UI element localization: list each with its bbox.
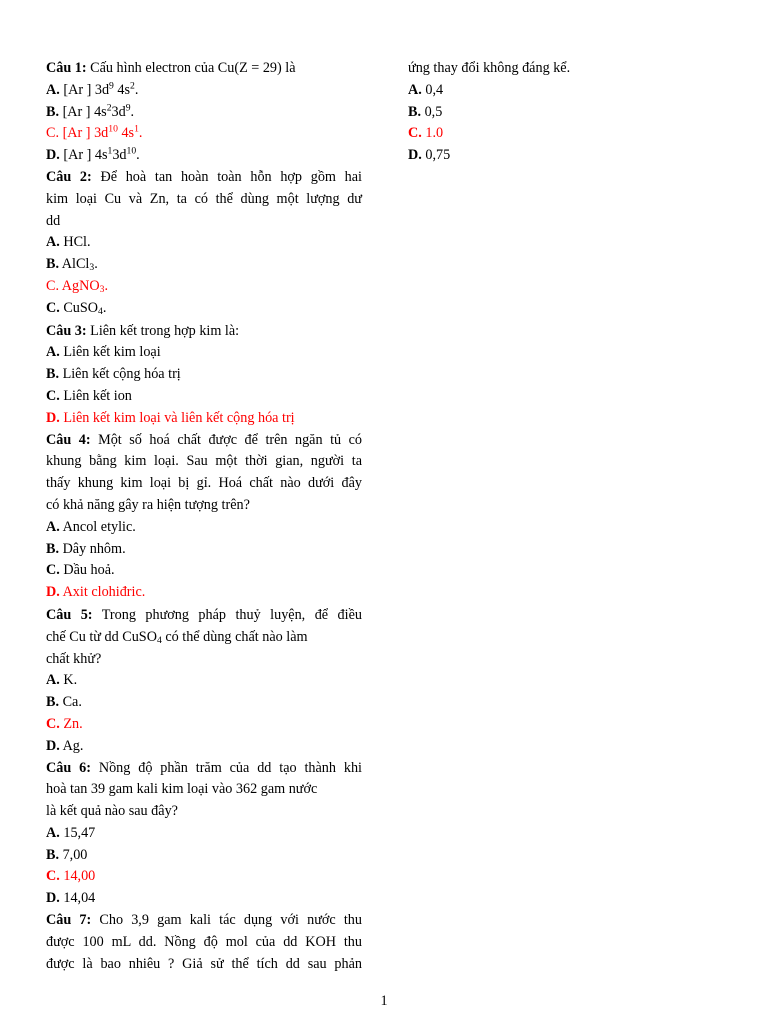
question-7-option-d: D. 0,75 — [408, 147, 451, 164]
question-2-option-a: A. HCl. — [46, 234, 91, 251]
question-3-option-b: B. Liên kết cộng hóa trị — [46, 366, 181, 383]
question-7-stem-line-3: được là bao nhiêu ? Giả sử thể tích dd sau phản — [46, 955, 362, 972]
question-5-option-c-answer: C. Zn. — [46, 715, 83, 732]
page-number: 1 — [380, 993, 388, 1009]
question-4-stem-line-2: khung bằng kim loại. Sau một thời gian, người ta — [46, 453, 362, 470]
question-6-option-c-answer: C. 14,00 — [46, 868, 96, 885]
question-7-option-b: B. 0,5 — [408, 103, 443, 120]
question-2-option-c-answer: C. AgNO$_3$. — [46, 277, 108, 295]
question-7-stem-line-1: Câu 7: Cho 3,9 gam kali tác dụng với nước thu — [46, 912, 362, 929]
question-4 — [46, 430, 362, 604]
question-5-option-d: D. Ag. — [46, 737, 84, 754]
question-6-stem-line-2: hoà tan 39 gam kali kim loại vào 362 gam nước — [46, 781, 318, 798]
question-7-stem-line-2: được 100 mL dd. Nồng độ mol của dd KOH thu — [46, 933, 362, 950]
question-6-option-d: D. 14,04 — [46, 890, 96, 907]
question-4-option-d-answer: D. Axit clohiđric. — [46, 584, 146, 601]
question-1 — [46, 58, 362, 167]
left-column — [46, 58, 362, 975]
question-7-option-a: A. 0,4 — [408, 81, 444, 98]
question-2-stem-line-1: Câu 2: Để hoà tan hoàn toàn hỗn hợp gồm hai — [46, 168, 362, 185]
question-2-option-d: C. CuSO$_4$. — [46, 299, 107, 317]
question-6 — [46, 758, 362, 911]
question-1-stem: Câu 1: Cấu hình electron của Cu(Z = 29) là — [46, 60, 296, 76]
question-2-option-b: B. AlCl$_3$. — [46, 256, 98, 274]
question-4-stem-line-4: có khả năng gây ra hiện tượng trên? — [46, 496, 250, 513]
question-3-option-c: C. Liên kết ion — [46, 387, 132, 404]
question-3 — [46, 321, 362, 430]
question-7-stem-continued: ứng thay đổi không đáng kể. — [408, 60, 571, 76]
question-7-option-c-answer: C. 1.0 — [408, 125, 444, 142]
question-5-stem-line-3: chất khử? — [46, 650, 102, 667]
question-6-option-a: A. 15,47 — [46, 824, 96, 841]
question-4-option-b: B. Dây nhôm. — [46, 540, 126, 557]
question-5 — [46, 605, 362, 758]
question-5-option-b: B. Ca. — [46, 694, 82, 711]
question-2-stem-line-3: dd — [46, 212, 61, 229]
question-1-option-d: D. [Ar ] $4s^13d^{10}$. — [46, 145, 140, 164]
question-2 — [46, 167, 362, 320]
question-1-option-a: A. [Ar ] $3d^9$ $4s^2$. — [46, 80, 139, 98]
question-2-stem-line-2: kim loại Cu và Zn, ta có thể dùng một lượng dư — [46, 190, 362, 207]
question-5-option-a: A. K. — [46, 672, 78, 689]
question-3-stem: Câu 3: Liên kết trong hợp kim là: — [46, 322, 240, 339]
question-6-stem-line-1: Câu 6: Nồng độ phần trăm của dd tạo thành khi — [46, 759, 363, 776]
question-1-option-c-answer: C. [Ar ] $3d^{10}$ $4s^1$. — [46, 124, 143, 142]
question-7 — [46, 910, 362, 975]
question-5-stem-line-1: Câu 5: Trong phương pháp thuỷ luyện, để điều — [46, 606, 362, 623]
right-column — [408, 58, 728, 167]
question-6-stem-line-3: là kết quả nào sau đây? — [46, 803, 178, 820]
question-4-option-a: A. Ancol etylic. — [46, 518, 136, 535]
question-6-option-b: B. 7,00 — [46, 846, 88, 863]
question-5-stem-line-2: chế Cu từ dd CuSO$_4$ có thể dùng chất nào làm — [46, 628, 308, 646]
question-4-option-c: C. Dầu hoả. — [46, 562, 115, 579]
question-3-option-d-answer: D. Liên kết kim loại và liên kết cộng hóa trị — [46, 409, 295, 426]
question-4-stem-line-1: Câu 4: Một số hoá chất được để trên ngăn tủ có — [46, 431, 363, 448]
question-3-option-a: A. Liên kết kim loại — [46, 344, 161, 361]
question-1-option-b: B. [Ar ] $4s^23d^9$. — [46, 102, 135, 120]
question-4-stem-line-3: thấy khung kim loại bị gỉ. Hoá chất nào dưới đây — [46, 475, 362, 492]
